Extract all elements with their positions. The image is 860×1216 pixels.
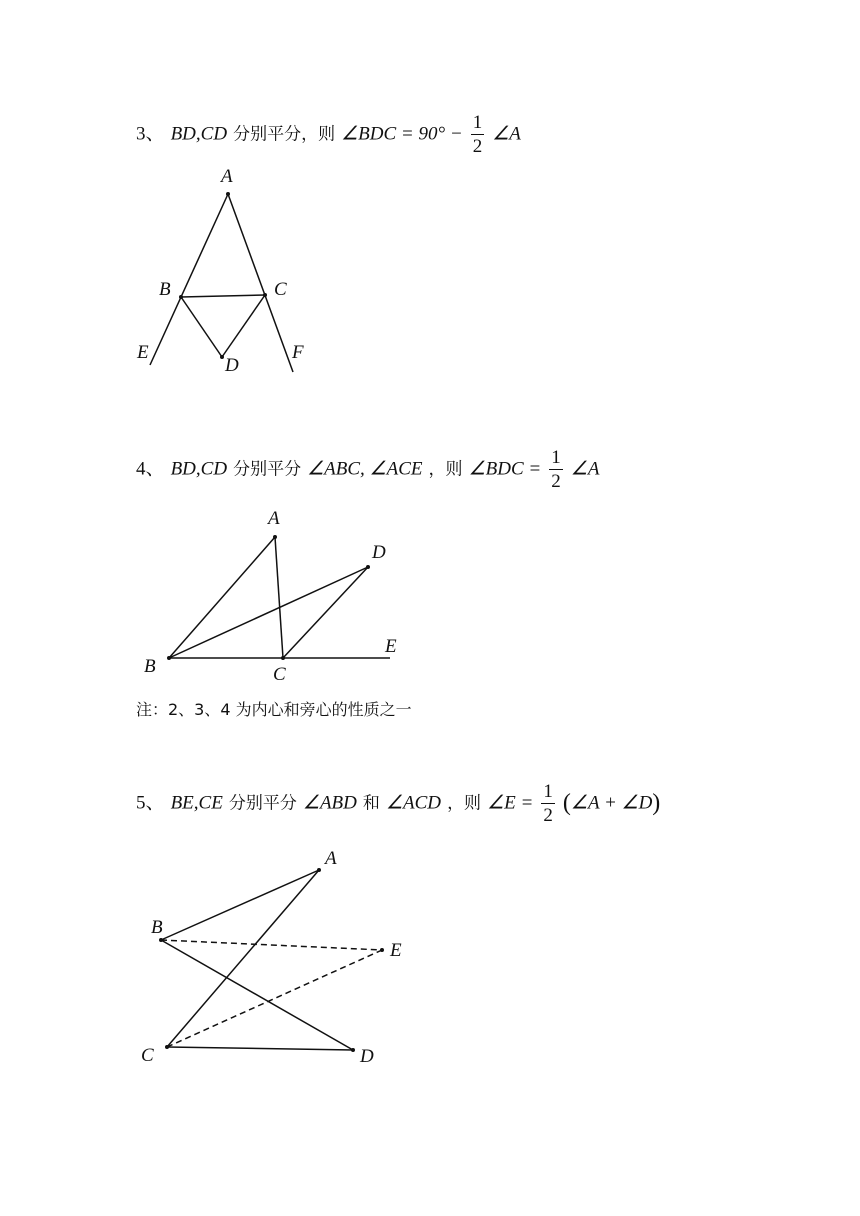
item-3-lines: BD,CD bbox=[170, 123, 228, 145]
item-3-number: 3、 bbox=[136, 123, 165, 145]
note-text: 注：2、3、4 为内心和旁心的性质之一 bbox=[136, 700, 412, 719]
item-3-label-D: D bbox=[225, 355, 239, 376]
item-5-text: 分别平分 bbox=[228, 793, 297, 814]
item-5-paren-open: ( bbox=[562, 790, 571, 816]
item-5-angle-expr: ∠E = bbox=[487, 792, 534, 814]
item-5-point-A bbox=[317, 868, 321, 872]
item-3-frac-num: 1 bbox=[472, 112, 483, 133]
item-4-text: 分别平分 bbox=[233, 459, 302, 480]
item-5-line-CE-dashed bbox=[167, 950, 382, 1047]
item-5-label-D: D bbox=[360, 1046, 374, 1067]
item-4-then: ，则 bbox=[428, 459, 463, 480]
item-3-label-F: F bbox=[292, 342, 304, 363]
item-5-label-B: B bbox=[151, 917, 163, 938]
item-5-lines: BE,CE bbox=[170, 792, 223, 814]
item-5-line-AC bbox=[167, 870, 319, 1047]
item-4-frac-num: 1 bbox=[551, 447, 561, 468]
item-4-label-C: C bbox=[273, 664, 286, 685]
item-4-label-D: D bbox=[372, 542, 386, 563]
item-5-line-BE-dashed bbox=[161, 940, 382, 950]
item-5-label-A: A bbox=[325, 848, 337, 869]
item-4-frac-den: 2 bbox=[551, 471, 561, 492]
item-5-label-C: C bbox=[141, 1045, 154, 1066]
item-4-lines: BD,CD bbox=[170, 458, 228, 480]
item-4-label-A: A bbox=[268, 508, 280, 529]
item-4-angle-tail: ∠A bbox=[570, 458, 600, 480]
item-3-angle-expr: ∠BDC = 90° − bbox=[341, 123, 463, 145]
item-5-point-E bbox=[380, 948, 384, 952]
item-5-line-BA bbox=[161, 870, 319, 940]
item-5-point-D bbox=[351, 1048, 355, 1052]
item-3-label-C: C bbox=[274, 279, 287, 300]
item-5-then: ，则 bbox=[447, 793, 482, 814]
item-5-angle1: ∠ABD bbox=[302, 792, 357, 814]
item-5-angle2: ∠ACD bbox=[385, 792, 442, 814]
item-5-label-E: E bbox=[390, 940, 402, 961]
item-4-number: 4、 bbox=[136, 458, 165, 480]
item-3-angle-tail: ∠A bbox=[492, 123, 521, 145]
item-5-number: 5、 bbox=[136, 792, 165, 814]
item-5-frac-num: 1 bbox=[543, 781, 553, 802]
item-4-label-E: E bbox=[385, 636, 397, 657]
item-3-label-A: A bbox=[221, 166, 233, 187]
item-5-paren-content: ∠A + ∠D bbox=[570, 792, 653, 814]
item-4-label-B: B bbox=[144, 656, 156, 677]
item-3-text: 分别平分，则 bbox=[233, 124, 336, 145]
item-4-angles: ∠ABC, ∠ACE bbox=[307, 458, 423, 480]
item-5-line-CD bbox=[167, 1047, 353, 1050]
item-3-label-B: B bbox=[159, 279, 171, 300]
item-4-angle-expr: ∠BDC = bbox=[468, 458, 542, 480]
item-5-line-BD bbox=[161, 940, 353, 1050]
item-5-frac-den: 2 bbox=[543, 805, 553, 826]
item-3-frac-den: 2 bbox=[472, 136, 483, 157]
item-5-point-B bbox=[159, 938, 163, 942]
item-3-label-E: E bbox=[137, 342, 149, 363]
item-5-point-C bbox=[165, 1045, 169, 1049]
item-5-paren-close: ) bbox=[652, 790, 661, 816]
item-5-and: 和 bbox=[362, 793, 380, 814]
